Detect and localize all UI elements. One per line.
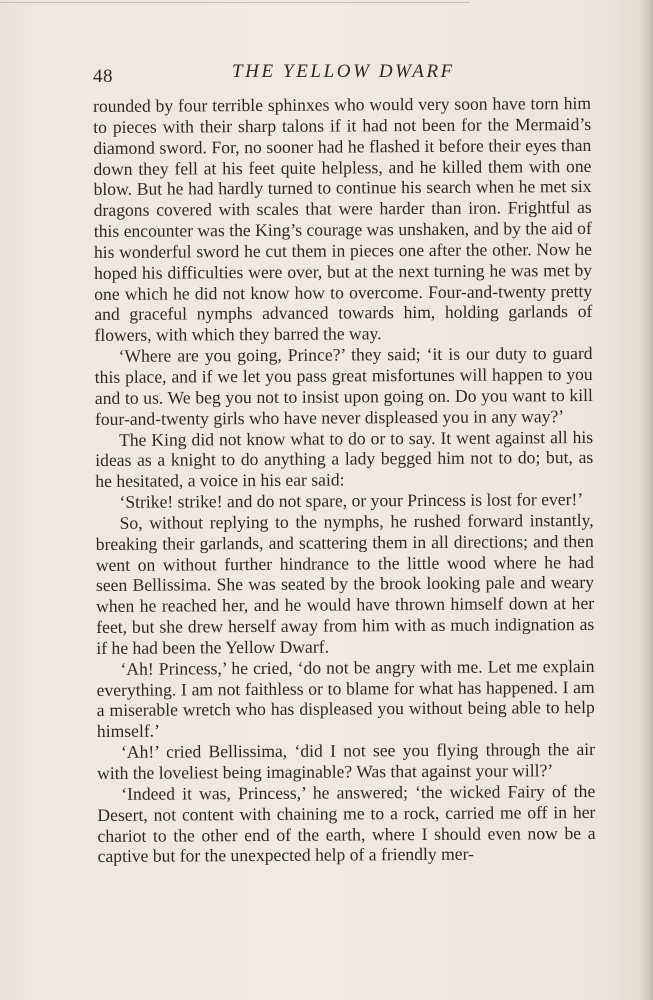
page-gutter-shadow [639, 0, 653, 1000]
paragraph: So, without replying to the nymphs, he rushed forward instantly, breaking their garlands, and scattering them in all directions; and then went on without further hindrance to the little wood where he had seen Bellissima. She was seated by the brook looking pale and weary when he reached her, and he would have thrown himself down at her feet, but she drew herself away from him with as much indignation as if he had been the Yellow Dwarf. [95, 509, 595, 658]
body-text [93, 93, 596, 867]
paragraph: ‘Indeed it was, Princess,’ he answered; ‘the wicked Fairy of the Desert, not content with chaining me to a rock, carried me off in her chariot to the other end of the earth, where I should even now be a captive but for the unexpected help of a friendly mer- [97, 780, 596, 867]
running-title: THE YELLOW DWARF [232, 61, 455, 82]
paragraph: rounded by four terrible sphinxes who would very soon have torn him to pieces with their sharp talons if it had not been for the Mermaid’s diamond sword. For, no sooner had he flashed it before their eyes than down they fell at his feet quite helpless, and he killed them with one blow. But he had hardly turned to continue his search when he met six dragons covered with scales that were harder than iron. Frightful as this encounter was the King’s courage was unshaken, and by the aid of his wonderful sword he cut them in pieces one after the other. Now he hoped his difficulties were over, but at the next turning he was met by one which he did not know how to overcome. Four-and-twenty pretty and graceful nymphs advanced towards him, holding garlands of flowers, with which they barred the way. [93, 92, 593, 346]
page-number: 48 [93, 66, 113, 87]
paragraph: ‘Strike! strike! and do not spare, or your Princess is lost for ever!’ [119, 489, 584, 512]
paragraph: ‘Where are you going, Prince?’ they said; ‘it is our duty to guard this place, and if we let you pass great misfortunes will happen to you and to us. We beg you not to insist upon going on. Do you want to kill four-and-twenty girls who have never displeased you in any way?’ [94, 343, 593, 429]
paragraph: ‘Ah! Princess,’ he cried, ‘do not be angry with me. Let me explain everything. I am not faithless or to blame for what has happened. I am a miserable wretch who has displeased you without being able to help himself.’ [96, 655, 595, 742]
paragraph: ‘Ah!’ cried Bellissima, ‘did I not see you flying through the air with the loveliest being imaginable? Was that against your will?’ [97, 739, 596, 783]
top-edge-line [0, 2, 470, 3]
paragraph: The King did not know what to do or to say. It went against all his ideas as a knight to do anything a lady begged him not to do; but, as he hesitated, a voice in his ear said: [95, 426, 594, 492]
